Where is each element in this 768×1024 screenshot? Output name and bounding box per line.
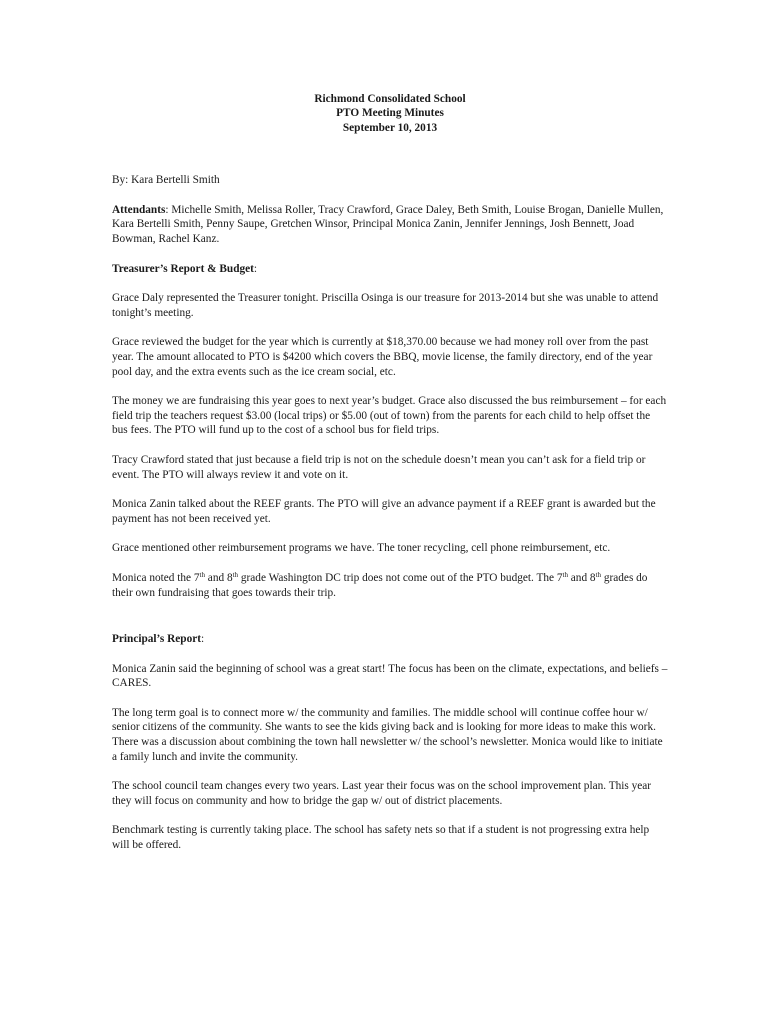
dc-trip-text: Monica noted the 7: [112, 571, 200, 584]
treasurer-paragraph: Grace reviewed the budget for the year which is currently at $18,370.00 because we had money roll over from the past year. The amount allocated to PTO is $4200 which covers the BBQ, movie license, the family directory, end of the year pool day, and the extra events such as the ice cream social, etc.: [112, 336, 653, 378]
dc-trip-text: and 8: [204, 571, 233, 584]
treasurer-heading: [112, 262, 668, 277]
principal-paragraph: The long term goal is to connect more w/ the community and families. The middle school will continue coffee hour w/ senior citizens of the community. She wants to see the kids giving back and is looking for more ideas to make this work. There was a discussion about combining the town hall newsletter w/ the school’s newsletter. Monica would like to initiate a family lunch and invite the community.: [112, 706, 663, 763]
treasurer-paragraph: The money we are fundraising this year goes to next year’s budget. Grace also discussed the bus reimbursement – for each field trip the teachers request $3.00 (local trips) or $5.00 (out of town) from the parents for each child to help offset the bus fees. The PTO will fund up to the cost of a school bus for field trips.: [112, 395, 667, 437]
principal-paragraph: The school council team changes every two years. Last year their focus was on the school improvement plan. This year they will focus on community and how to bridge the gap w/ out of district placements.: [112, 780, 652, 807]
document-title: PTO Meeting Minutes: [336, 107, 444, 120]
school-name: Richmond Consolidated School: [314, 93, 466, 105]
treasurer-paragraph: Grace Daly represented the Treasurer tonight. Priscilla Osinga is our treasure for 2013-2014 but she was unable to attend tonight’s meeting.: [112, 292, 659, 319]
treasurer-paragraph: Tracy Crawford stated that just because a field trip is not on the schedule doesn’t mean you can’t ask for a field trip or event. The PTO will always review it and vote on it.: [112, 453, 646, 481]
author-line: By: Kara Bertelli Smith: [112, 174, 220, 187]
dc-trip-paragraph: [112, 571, 668, 600]
ordinal-suffix: th: [199, 570, 205, 579]
principal-heading: [112, 632, 668, 647]
attendants-list: : Michelle Smith, Melissa Roller, Tracy Crawford, Grace Daley, Beth Smith, Louise Brogan, Danielle Mullen, Kara Bertelli Smith, Penny Saupe, Gretchen Winsor, Principal Monica Zanin, Jennifer Jennings, Josh Bennett, Joad Bowman, Rachel Kanz.: [112, 203, 664, 245]
principal-heading-text: Principal’s Report: [112, 633, 202, 646]
dc-trip-text: grades do their own fundraising that goes towards their trip.: [112, 571, 648, 599]
meeting-date: September 10, 2013: [342, 121, 438, 134]
principal-paragraph: Benchmark testing is currently taking place. The school has safety nets so that if a student is not progressing extra help will be offered.: [112, 824, 650, 852]
treasurer-paragraph: Grace mentioned other reimbursement programs we have. The toner recycling, cell phone reimbursement, etc.: [112, 542, 611, 555]
ordinal-suffix: th: [562, 570, 568, 579]
dc-trip-text: and 8: [567, 571, 596, 584]
ordinal-suffix: th: [595, 570, 602, 579]
ordinal-suffix: th: [232, 570, 239, 579]
attendants-paragraph: [112, 203, 668, 247]
principal-heading-colon: :: [201, 633, 205, 646]
treasurer-paragraph: Monica Zanin talked about the REEF grants. The PTO will give an advance payment if a REEF grant is awarded but the payment has not been received yet.: [112, 498, 656, 525]
dc-trip-text: grade Washington DC trip does not come out of the PTO budget. The 7: [238, 571, 563, 584]
attendants-label: Attendants: [112, 203, 166, 216]
treasurer-heading-colon: :: [253, 262, 258, 275]
treasurer-heading-text: Treasurer’s Report & Budget: [112, 262, 254, 275]
principal-paragraph: Monica Zanin said the beginning of school was a great start! The focus has been on the climate, expectations, and beliefs – CARES.: [112, 662, 668, 690]
document-header: [112, 92, 668, 135]
